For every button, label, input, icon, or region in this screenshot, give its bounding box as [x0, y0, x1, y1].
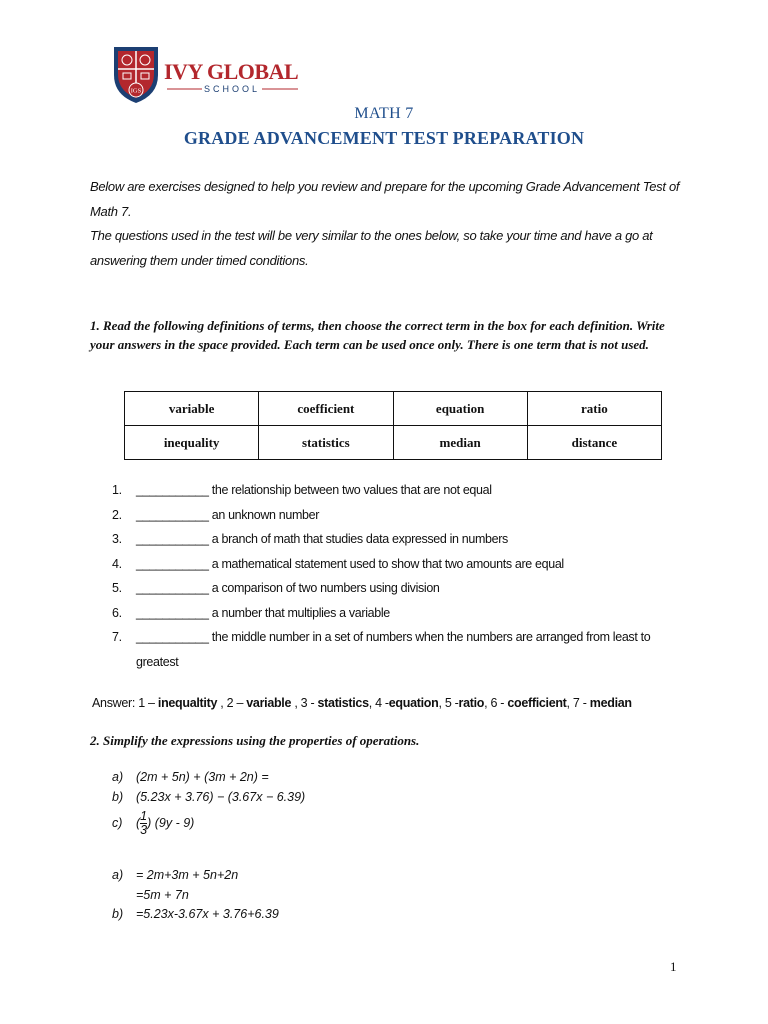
expression-paren-open: (	[136, 815, 141, 830]
definition-number: 4.	[112, 556, 122, 571]
answer-separator: , 2 –	[217, 696, 247, 710]
term-cell: ratio	[527, 392, 661, 426]
expression-row	[112, 770, 269, 784]
definition-text: ___________ an unknown number	[136, 507, 320, 522]
definition-item	[112, 552, 682, 577]
terms-row	[125, 426, 662, 460]
intro-paragraph-1: Below are exercises designed to help you review and prepare for the upcoming Grade Advancement Test of Math 7.	[90, 179, 680, 219]
ivy-global-logo	[112, 45, 302, 105]
expression-text: (5.23x + 3.76) − (3.67x − 6.39)	[136, 790, 306, 804]
answer-separator: , 4 -	[368, 696, 389, 710]
term-cell: variable	[125, 392, 259, 426]
answer-term: statistics	[317, 696, 369, 710]
fraction-numerator: 1	[140, 809, 148, 823]
solution-row	[112, 868, 238, 882]
definition-number: 2.	[112, 507, 122, 522]
definition-item	[112, 601, 682, 626]
definition-text: ___________ a comparison of two numbers using division	[136, 581, 440, 595]
expression-text: (2m + 5n) + (3m + 2n) =	[136, 770, 269, 784]
page-number: 1	[670, 959, 677, 974]
solution-row	[112, 907, 279, 921]
question-2-prompt: 2. Simplify the expressions using the properties of operations.	[90, 733, 420, 748]
expression-row	[112, 810, 194, 837]
expression-label: c)	[112, 815, 123, 830]
definition-number: 3.	[112, 532, 122, 546]
answer-term: ratio	[458, 696, 485, 710]
term-cell: distance	[527, 426, 661, 460]
answer-term: inequaltity	[157, 696, 218, 710]
terms-table	[124, 391, 662, 460]
definition-item	[112, 576, 682, 601]
answer-term: median	[589, 696, 632, 710]
definition-text: ___________ the relationship between two values that are not equal	[136, 483, 492, 497]
definition-text: ___________ a number that multiplies a variable	[136, 605, 390, 620]
definition-item	[112, 527, 682, 552]
term-cell: equation	[393, 392, 527, 426]
logo-badge-text: IGS	[130, 87, 142, 95]
answer-term: equation	[388, 696, 439, 710]
solution-line: =5m + 7n	[136, 888, 189, 902]
answer-separator: , 6 -	[484, 696, 508, 710]
solution-row	[136, 888, 189, 902]
question-1-prompt: 1. Read the following definitions of terms, then choose the correct term in the box for each definition. Write your answers in the space provided. Each term can be used once only. There is one term that is not used.	[90, 318, 665, 352]
solution-label: b)	[112, 907, 124, 921]
expression-label: b)	[112, 790, 124, 804]
answer-separator: , 3 -	[291, 696, 318, 710]
term-cell: inequality	[125, 426, 259, 460]
logo-wordmark: IVY GLOBAL	[164, 59, 299, 84]
definition-item	[112, 478, 682, 503]
intro-text	[90, 175, 680, 273]
answer-separator: , 7 -	[566, 696, 590, 710]
definition-text: ___________ a mathematical statement used to show that two amounts are equal	[136, 556, 564, 571]
definition-item	[112, 625, 682, 674]
definition-number: 1.	[112, 483, 122, 497]
definitions-list	[112, 478, 682, 674]
solution-line: = 2m+3m + 5n+2n	[136, 868, 239, 882]
answer-term: coefficient	[507, 696, 567, 710]
term-cell: coefficient	[259, 392, 393, 426]
solution-label: a)	[112, 868, 124, 882]
terms-row	[125, 392, 662, 426]
page-subtitle: GRADE ADVANCEMENT TEST PREPARATION	[183, 128, 585, 148]
answer-line	[92, 696, 692, 710]
answer-separator: , 5 -	[438, 696, 459, 710]
term-cell: statistics	[259, 426, 393, 460]
fraction-denominator: 3	[140, 823, 148, 837]
definition-item	[112, 503, 682, 528]
answer-term: variable	[246, 696, 292, 710]
expression-label: a)	[112, 770, 124, 784]
page-title: MATH 7	[354, 105, 414, 122]
definition-number: 7.	[112, 630, 122, 644]
answer-prefix: Answer: 1 –	[92, 696, 158, 710]
expression-row	[112, 790, 305, 804]
definition-number: 6.	[112, 605, 122, 620]
expression-text: ) (9y - 9)	[147, 815, 195, 830]
solution-line: =5.23x-3.67x + 3.76+6.39	[136, 907, 279, 921]
logo-subtext: SCHOOL	[203, 84, 261, 94]
definition-text: ___________ the middle number in a set of numbers when the numbers are arranged from least to greatest	[136, 630, 651, 669]
term-cell: median	[393, 426, 527, 460]
definition-number: 5.	[112, 581, 122, 595]
definition-text: ___________ a branch of math that studies data expressed in numbers	[136, 532, 508, 546]
intro-paragraph-2: The questions used in the test will be very similar to the ones below, so take your time and have a go at answering them under timed conditions.	[90, 228, 653, 268]
